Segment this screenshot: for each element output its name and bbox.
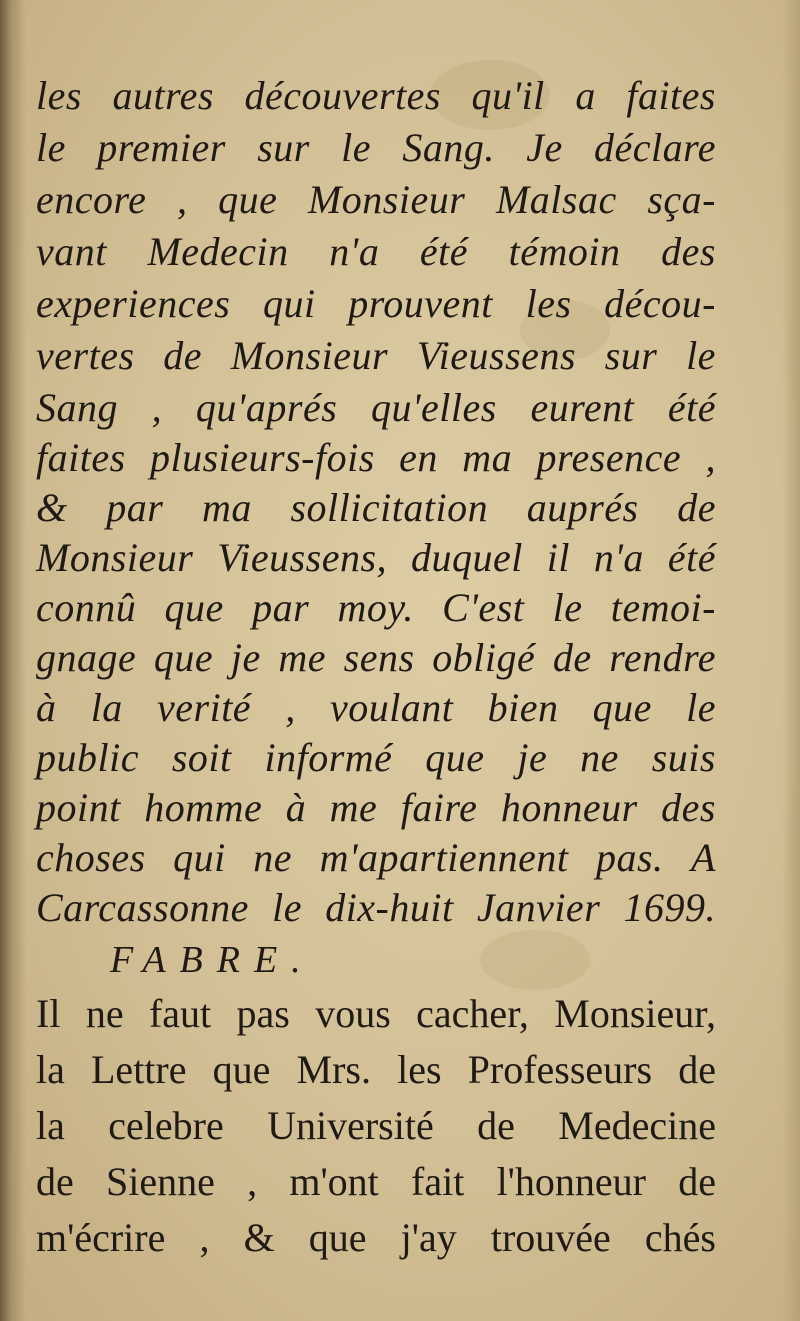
- word: l'honneur: [496, 1159, 646, 1204]
- word: connû: [36, 585, 137, 630]
- word: ,: [176, 177, 188, 222]
- word: ,: [247, 1159, 258, 1204]
- word: ,: [285, 685, 296, 730]
- text-line: [36, 72, 716, 132]
- word: de: [678, 1047, 716, 1092]
- word: été: [667, 535, 716, 580]
- word: obligé: [432, 635, 536, 680]
- word: Medecin: [147, 229, 289, 274]
- word: Sang.: [402, 125, 495, 170]
- word: m'ont: [289, 1159, 379, 1204]
- word: ,: [151, 385, 163, 430]
- word: il: [546, 535, 570, 580]
- word: dix-huit: [325, 885, 454, 930]
- word: public: [36, 735, 139, 780]
- word: Carcassonne: [36, 885, 249, 930]
- word: Monsieur,: [554, 991, 716, 1036]
- word: découvertes: [244, 73, 441, 118]
- word: cacher,: [416, 991, 529, 1036]
- word: le: [686, 685, 716, 730]
- word: je: [230, 635, 261, 680]
- word: verité: [157, 685, 252, 730]
- word: pas.: [595, 835, 664, 880]
- text-line: [36, 884, 716, 944]
- word: ne: [253, 835, 293, 880]
- word: choses: [36, 835, 146, 880]
- word: le: [36, 125, 66, 170]
- text-line: [36, 228, 716, 288]
- word: vertes: [36, 333, 135, 378]
- word: honneur: [500, 785, 638, 830]
- word: les: [397, 1047, 442, 1092]
- word: premier: [97, 125, 226, 170]
- word: que: [153, 635, 214, 680]
- word: faut: [148, 991, 212, 1036]
- word: trouvée: [490, 1215, 611, 1260]
- word: Medecine: [558, 1103, 716, 1148]
- word: le: [552, 585, 583, 630]
- word: que: [592, 685, 652, 730]
- word: Professeurs: [467, 1047, 653, 1092]
- word: de: [36, 1159, 74, 1204]
- word: en: [399, 435, 438, 480]
- word: ne: [85, 991, 124, 1036]
- signature: FABRE.: [110, 939, 315, 981]
- word: de: [163, 333, 202, 378]
- word: Vieussens,: [217, 535, 388, 580]
- text-line: [36, 1102, 716, 1162]
- word: ne: [580, 735, 619, 780]
- word: la: [90, 685, 123, 730]
- word: à: [285, 785, 307, 830]
- word: été: [419, 229, 469, 274]
- word: vous: [315, 991, 391, 1036]
- word: de: [678, 1159, 716, 1204]
- word: qu'elles: [370, 385, 497, 430]
- text-line: [36, 990, 716, 1050]
- word: Vieussens: [416, 333, 577, 378]
- word: bien: [487, 685, 559, 730]
- word: sens: [343, 635, 415, 680]
- word: des: [661, 785, 716, 830]
- word: faites: [36, 435, 126, 480]
- word: point: [36, 785, 121, 830]
- word: que: [308, 1215, 367, 1260]
- word: &: [243, 1215, 275, 1260]
- word: le: [272, 885, 302, 930]
- word: à: [36, 685, 57, 730]
- word: Lettre: [91, 1047, 187, 1092]
- word: le: [341, 125, 372, 170]
- word: rendre: [609, 635, 716, 680]
- word: vant: [36, 229, 107, 274]
- word: informé: [264, 735, 393, 780]
- word: sça-: [647, 177, 716, 222]
- word: décou-: [604, 281, 716, 326]
- text-line: [36, 332, 716, 392]
- word: presence: [536, 435, 682, 480]
- word: je: [517, 735, 548, 780]
- word: voulant: [329, 685, 454, 730]
- word: faites: [626, 73, 716, 118]
- text-line: [36, 1158, 716, 1218]
- word: Sienne: [106, 1159, 215, 1204]
- word: la: [36, 1103, 65, 1148]
- word: eurent: [530, 385, 635, 430]
- word: me: [278, 635, 327, 680]
- word: le: [686, 333, 716, 378]
- word: fait: [411, 1159, 465, 1204]
- word: faire: [400, 785, 478, 830]
- word: Monsieur: [230, 333, 389, 378]
- word: experiences: [36, 281, 231, 326]
- word: encore: [36, 177, 147, 222]
- text-line: [36, 176, 716, 236]
- word: témoin: [508, 229, 621, 274]
- word: que: [212, 1047, 271, 1092]
- word: gnage: [36, 635, 137, 680]
- word: Malsac: [495, 177, 617, 222]
- word: Université: [267, 1103, 434, 1148]
- word: 1699.: [623, 885, 716, 930]
- word: temoi-: [610, 585, 716, 630]
- word: sur: [604, 333, 658, 378]
- word: C'est: [442, 585, 525, 630]
- word: de: [677, 485, 716, 530]
- word: les: [525, 281, 572, 326]
- word: moy.: [337, 585, 414, 630]
- word: par: [252, 585, 310, 630]
- text-line: [36, 124, 716, 184]
- word: par: [106, 485, 164, 530]
- word: m'écrire: [36, 1215, 166, 1260]
- word: homme: [144, 785, 263, 830]
- word: m'apartiennent: [319, 835, 569, 880]
- word: n'a: [593, 535, 644, 580]
- word: pas: [236, 991, 290, 1036]
- word: que: [218, 177, 278, 222]
- word: Je: [526, 125, 563, 170]
- word: ma: [201, 485, 252, 530]
- text-line: [36, 1046, 716, 1106]
- word: Mrs.: [296, 1047, 371, 1092]
- word: déclare: [594, 125, 716, 170]
- word: Il: [36, 991, 61, 1036]
- word: ,: [705, 435, 716, 480]
- word: qui: [173, 835, 226, 880]
- word: des: [661, 229, 716, 274]
- word: soit: [171, 735, 232, 780]
- word: Monsieur: [307, 177, 466, 222]
- word: été: [667, 385, 716, 430]
- word: sur: [257, 125, 310, 170]
- word: la: [36, 1047, 65, 1092]
- word: de: [552, 635, 592, 680]
- word: A: [691, 835, 716, 880]
- word: les: [36, 73, 82, 118]
- word: qui: [262, 281, 316, 326]
- word: que: [425, 735, 485, 780]
- word: suis: [651, 735, 716, 780]
- word: auprés: [526, 485, 639, 530]
- text-line: [36, 280, 716, 340]
- word: que: [164, 585, 224, 630]
- word: qu'aprés: [195, 385, 338, 430]
- word: j'ay: [400, 1215, 457, 1260]
- word: duquel: [410, 535, 523, 580]
- word: &: [36, 485, 68, 530]
- word: de: [477, 1103, 515, 1148]
- word: plusieurs-fois: [150, 435, 375, 480]
- word: ,: [199, 1215, 210, 1260]
- word: me: [329, 785, 378, 830]
- word: Janvier: [476, 885, 601, 930]
- text-line: [36, 1214, 716, 1274]
- word: autres: [112, 73, 214, 118]
- word: Monsieur: [36, 535, 194, 580]
- word: n'a: [329, 229, 380, 274]
- word: sollicitation: [290, 485, 489, 530]
- word: chés: [644, 1215, 716, 1260]
- word: a: [575, 73, 596, 118]
- word: ma: [462, 435, 513, 480]
- word: qu'il: [471, 73, 545, 118]
- word: celebre: [108, 1103, 224, 1148]
- word: Sang: [36, 385, 118, 430]
- word: prouvent: [348, 281, 493, 326]
